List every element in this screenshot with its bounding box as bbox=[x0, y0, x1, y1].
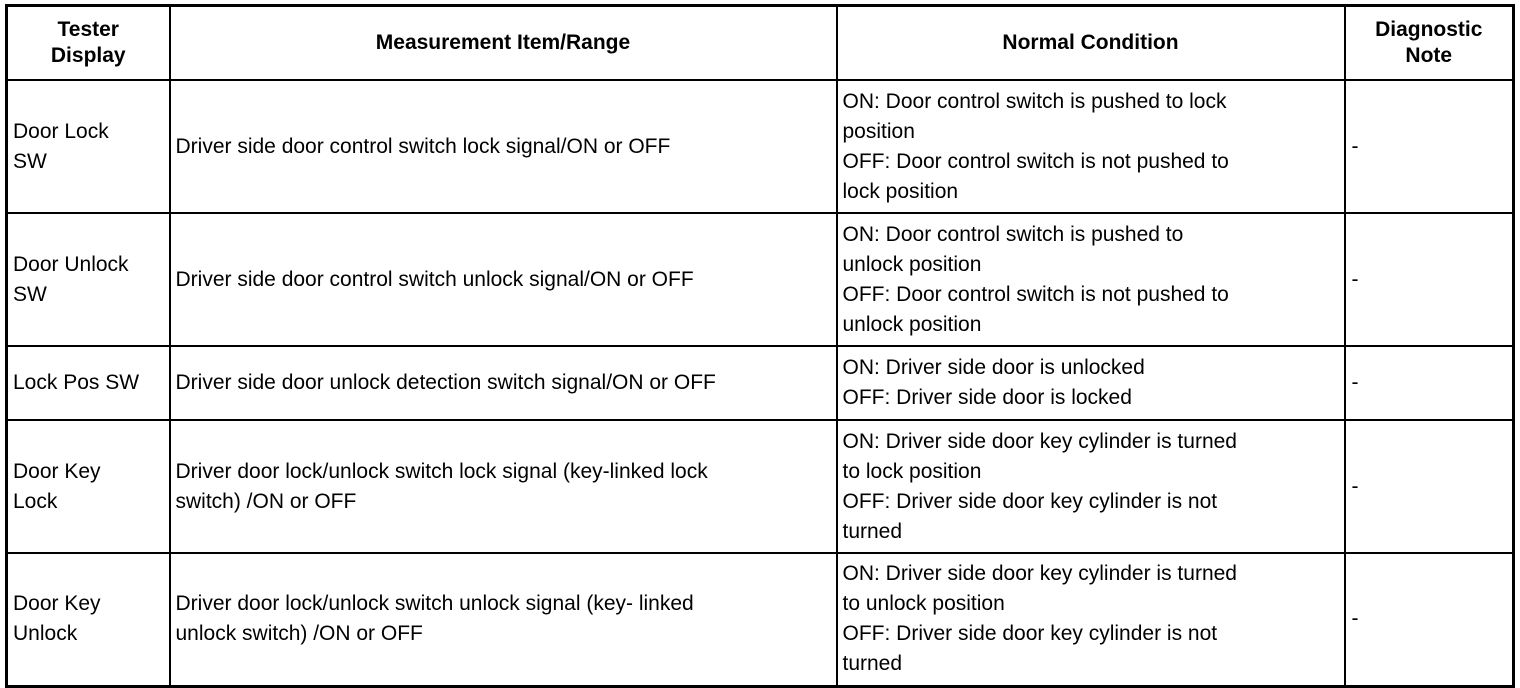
table-row bbox=[7, 553, 1514, 686]
cell-note: - bbox=[1345, 420, 1514, 553]
cell-note: - bbox=[1345, 213, 1514, 346]
header-diagnostic-note: Diagnostic Note bbox=[1345, 6, 1514, 81]
table-row bbox=[7, 346, 1514, 420]
condition-off: OFF: Door control switch is not pushed to lock position bbox=[842, 149, 1229, 203]
cell-condition bbox=[837, 80, 1345, 213]
cell-condition bbox=[837, 213, 1345, 346]
diagnostic-table-container bbox=[5, 4, 1512, 688]
cell-note: - bbox=[1345, 80, 1514, 213]
condition-on: ON: Driver side door key cylinder is turned to lock position bbox=[842, 429, 1237, 483]
cell-measurement: Driver side door control switch unlock signal/ON or OFF bbox=[170, 213, 837, 346]
cell-condition bbox=[837, 553, 1345, 686]
cell-tester-display: Door Lock SW bbox=[7, 80, 170, 213]
condition-on: ON: Door control switch is pushed to lock position bbox=[842, 89, 1227, 143]
condition-off: OFF: Door control switch is not pushed to unlock position bbox=[842, 282, 1229, 336]
header-normal-condition: Normal Condition bbox=[837, 6, 1345, 81]
cell-tester-display: Lock Pos SW bbox=[7, 346, 170, 420]
condition-off: OFF: Driver side door key cylinder is not turned bbox=[842, 489, 1218, 543]
cell-measurement: Driver door lock/unlock switch lock signal (key-linked lock switch) /ON or OFF bbox=[170, 420, 837, 553]
diagnostic-table bbox=[5, 4, 1515, 688]
condition-on: ON: Driver side door is unlocked bbox=[842, 356, 1145, 379]
table-row bbox=[7, 420, 1514, 553]
cell-measurement: Driver side door unlock detection switch signal/ON or OFF bbox=[170, 346, 837, 420]
table-row bbox=[7, 213, 1514, 346]
cell-measurement: Driver door lock/unlock switch unlock signal (key- linked unlock switch) /ON or OFF bbox=[170, 553, 837, 686]
cell-measurement: Driver side door control switch lock signal/ON or OFF bbox=[170, 80, 837, 213]
cell-tester-display: Door Key Unlock bbox=[7, 553, 170, 686]
cell-condition bbox=[837, 346, 1345, 420]
condition-on: ON: Door control switch is pushed to unlock position bbox=[842, 222, 1184, 276]
cell-note: - bbox=[1345, 346, 1514, 420]
cell-note: - bbox=[1345, 553, 1514, 686]
condition-on: ON: Driver side door key cylinder is turned to unlock position bbox=[842, 562, 1237, 616]
cell-tester-display: Door Key Lock bbox=[7, 420, 170, 553]
condition-off: OFF: Driver side door key cylinder is not turned bbox=[842, 622, 1218, 676]
header-tester-display: Tester Display bbox=[7, 6, 170, 81]
condition-off: OFF: Driver side door is locked bbox=[842, 386, 1132, 409]
cell-condition bbox=[837, 420, 1345, 553]
header-measurement: Measurement Item/Range bbox=[170, 6, 837, 81]
table-row bbox=[7, 80, 1514, 213]
cell-tester-display: Door Unlock SW bbox=[7, 213, 170, 346]
table-header-row bbox=[7, 6, 1514, 81]
